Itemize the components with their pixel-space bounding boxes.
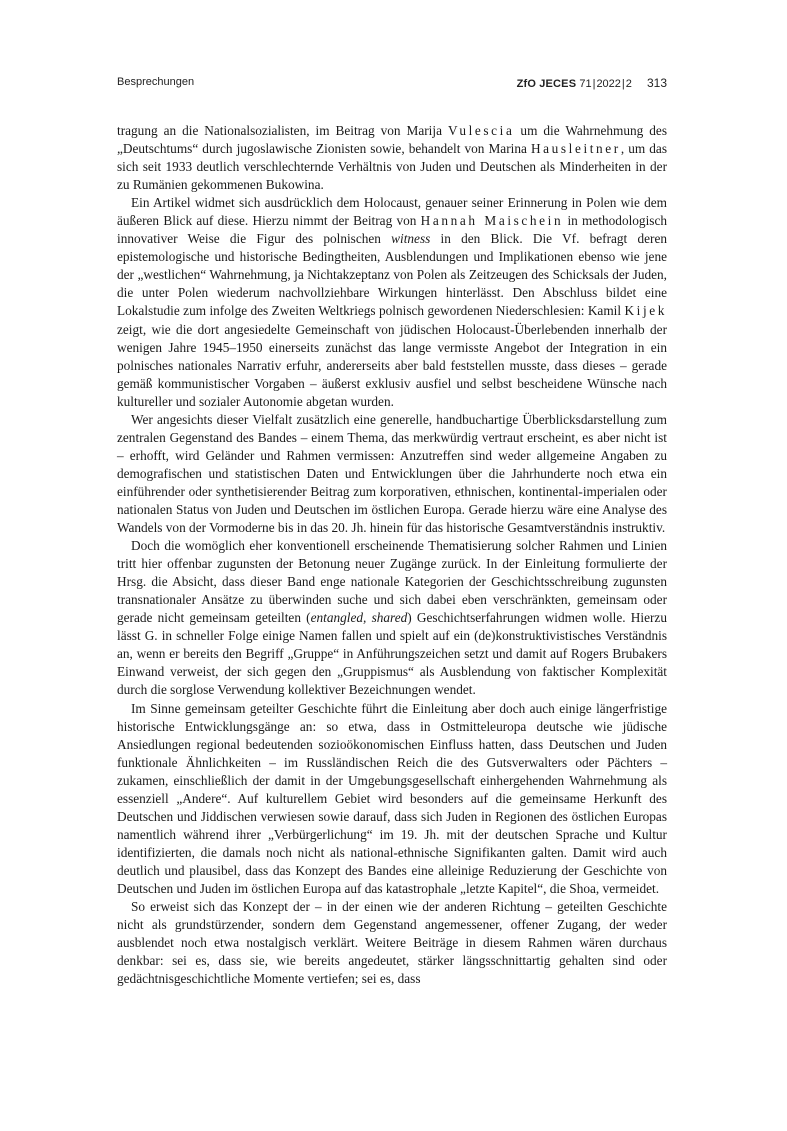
- paragraph: Wer angesichts dieser Vielfalt zusätzlich eine generelle, handbuchartige Überblicksdarstellung zum zentralen Gegenstand des Bandes – einem Thema, das merkwürdig vertraut erscheint, es aber nicht ist – erhofft, wird Geländer und Rahmen vermissen: Anzutreffen sind weder allgemeine Angaben zu demografischen und statistischen Daten und Entwicklungen über die Jahrhunderte noch etwa ein einführender oder synthetisierender Beitrag zum korporativen, ethnischen, kontinental-imperialen oder nationalen Status von Juden und Deutschen im östlichen Europa. Gerade hierzu wäre eine Analyse des Wandels von der Vormoderne bis in das 20. Jh. hinein für das historische Gesamtverständnis instruktiv.: [117, 411, 667, 536]
- journal-abbreviation: ZfO: [516, 78, 537, 90]
- separator: |: [621, 78, 625, 90]
- paragraph-text: Ein Artikel widmet sich ausdrücklich dem Holocaust, genauer seiner Erinnerung in Polen wie dem äußeren Blick auf diese. Hierzu nimmt der Beitrag von: [117, 195, 667, 229]
- author-name: Hannah Maischein: [420, 213, 564, 229]
- paragraph-text: in methodologisch innovativer Weise die Figur des polnischen: [117, 213, 668, 247]
- paragraph: [117, 122, 667, 194]
- paragraph-text: Doch die womöglich eher konventionell erscheinende Thematisierung solcher Rahmen und Linien tritt hier offenbar zugunsten der Betonung neuer Zugänge zurück. In der Einleitung formulierte der Hrsg. die Absicht, dass dieser Band enge nationale Kategorien der Geschichtsschreibung zugunsten transnationaler Ansätze zu überwinden suche und sich dabei eben verschränkten, gemeinsam oder gerade nicht gemeinsam geteilten (: [117, 538, 667, 626]
- volume-number: 71: [579, 78, 592, 90]
- paragraph-text: , um das sich seit 1933 deutlich verschlechternde Verhältnis von Juden und Deutschen als Minderheiten in der zu Rumänien gekommenen Bukowina.: [117, 141, 667, 193]
- running-head: [117, 76, 667, 92]
- year: 2022: [596, 78, 621, 90]
- journal-subtitle: JECES: [539, 78, 577, 90]
- paragraph: Im Sinne gemeinsam geteilter Geschichte führt die Einleitung aber doch auch einige längerfristige historische Entwicklungsgänge an: so etwa, dass in Ostmitteleuropa deutsche wie jüdische Ansiedlungen regional bedeutenden sozioökonomischen Einfluss hatten, dass Deutschen und Juden funktionale Ähnlichkeiten – im Russländischen Reich die des Gutsverwalters oder Pächters – zukamen, einschließlich der damit in der Umgebungsgesellschaft einhergehenden Wahrnehmung als essenziell „Andere“. Auf kulturellem Gebiet wird besonders auf die gemeinsame Herkunft des Deutschen und Jiddischen verwiesen sowie darauf, dass sich Juden in Regionen des östlichen Europas namentlich während ihrer „Verbürgerlichung“ im 19. Jh. mit der deutschen Sprache und Kultur identifizierten, die damals noch nicht als national-ethnische Signifikanten galten. Damit wird auch deutlich und plausibel, dass das Konzept des Bandes eine alleinige Reduzierung der Geschichte von Deutschen und Juden im östlichen Europa auf das katastrophale „letzte Kapitel“, die Shoa, vermeidet.: [117, 700, 667, 896]
- issue-number: 2: [625, 78, 632, 90]
- journal-citation: [517, 76, 667, 90]
- italic-term: witness: [391, 231, 431, 247]
- author-name: Hausleitner: [530, 141, 621, 157]
- page-number: 313: [646, 76, 667, 90]
- paragraph-text: um die Wahrnehmung des „Deutschtums“ durch jugoslawische Zionisten sowie, behandelt von Marina: [117, 123, 667, 157]
- paragraph: So erweist sich das Konzept der – in der einen wie der anderen Richtung – geteilten Geschichte nicht als grundstürzender, sondern dem Gegenstand angemessener, offener Zugang, der weder ausblendet noch etwa nostalgisch verklärt. Weitere Beiträge in diesem Rahmen wären durchaus denkbar: sei es, dass sie, wie bereits angedeutet, stärker längsschnittartig gehalten sind oder gedächtnisgeschichtliche Momente vertiefen; sei es, dass: [117, 899, 667, 987]
- author-name: Vulescia: [447, 123, 515, 138]
- paragraph: [117, 537, 667, 699]
- paragraph-text: in den Blick. Die Vf. befragt deren epistemologische und historische Bedingtheiten, Ausblendungen und Implikationen ebenso wie jene der „westlichen“ Wahrnehmung, ja Nichtakzeptanz von Polen als Zeitzeugen des Schicksals der Juden, die unter Polen wiederum nachvollziehbare Wirkungen hinterlässt. Den Abschluss bildet eine Lokalstudie zum infolge des Zweiten Weltkriegs polnisch gewordenen Niederschlesien: Kamil: [117, 231, 667, 319]
- author-name: Kijek: [624, 303, 667, 319]
- section-title: Besprechungen: [117, 76, 195, 88]
- article-body: [117, 122, 667, 988]
- separator: |: [592, 78, 596, 90]
- paragraph-text: tragung an die Nationalsozialisten, im Beitrag von Marija: [117, 123, 448, 138]
- paragraph-text: ) Geschichtserfahrungen widmen wolle. Hierzu lässt G. in schneller Folge einige Namen fallen und spielt auf ein (de)konstruktivistisches Verständnis an, wenn er bereits den Begriff „Gruppe“ in Anführungszeichen setzt und damit auf Rogers Brubakers Einwand verweist, der sich gegen den „Gruppismus“ als Ausblendung von faktischer Komplexität durch die sorglose Verwendung kollektiver Bezeichnungen wendet.: [117, 610, 667, 698]
- paragraph-text: zeigt, wie die dort angesiedelte Gemeinschaft von jüdischen Holocaust-Überlebenden innerhalb der wenigen Jahre 1945–1950 einerseits zunächst das lange vermisste Angebot der Integration in ein polnisches nationales Narrativ erfuhr, andererseits aber bald feststellen musste, dass dieses – gerade gemäß kommunistischer Vorgaben – äußerst exklusiv ausfiel und selbst bescheidene Wünsche nach kultureller und sozialer Autonomie abgetan wurden.: [117, 321, 667, 409]
- paragraph: [117, 194, 667, 411]
- italic-term: entangled, shared: [310, 610, 408, 626]
